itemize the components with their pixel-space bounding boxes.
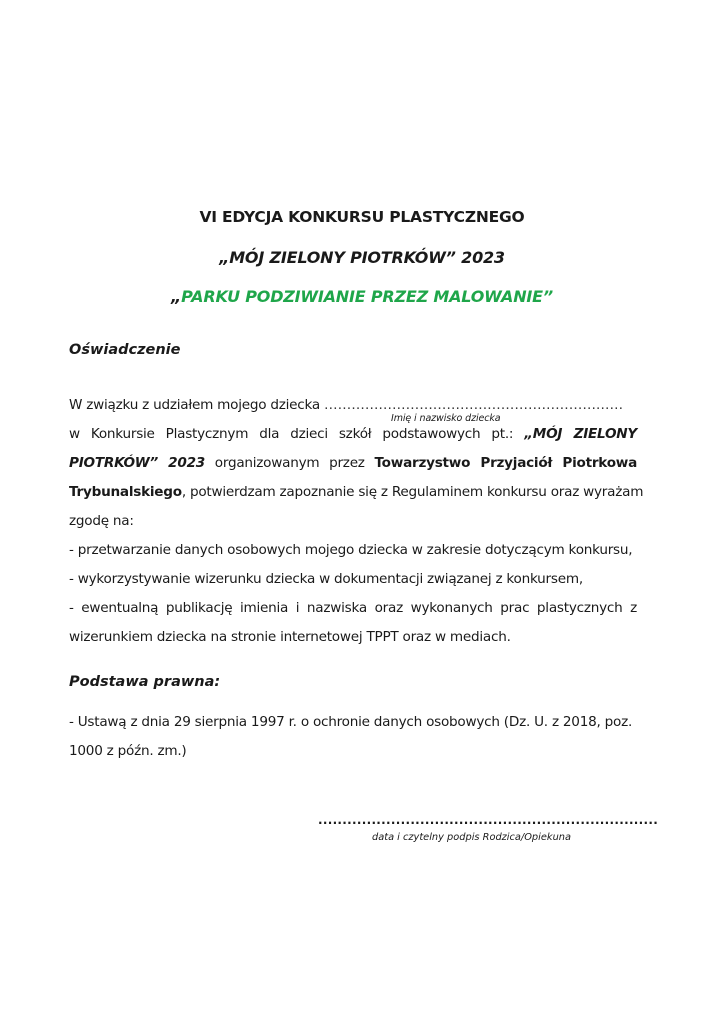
contest-name-inline-cont: PIOTRKÓW” 2023 — [69, 455, 206, 471]
edition-title: VI EDYCJA KONKURSU PLASTYCZNEGO — [199, 208, 525, 226]
declaration-line-2-text: w Konkursie Plastycznym dla dzieci szkół podstawowych pt.: — [69, 426, 514, 442]
signature-field[interactable]: ...................................................................... — [318, 813, 659, 827]
declaration-line-1 — [69, 397, 623, 413]
declaration-line-1-text: W związku z udziałem mojego dziecka — [69, 397, 320, 413]
legal-basis-line-1: - Ustawą z dnia 29 sierpnia 1997 r. o ochronie danych osobowych (Dz. U. z 2018, poz. — [69, 714, 633, 730]
legal-basis-line-2: 1000 z późn. zm.) — [69, 743, 187, 759]
declaration-line-3-text: organizowanym przez — [214, 455, 365, 471]
theme-text: PARKU PODZIWIANIE PRZEZ MALOWANIE” — [181, 287, 553, 306]
declaration-line-4 — [69, 484, 643, 500]
declaration-line-3 — [69, 455, 637, 471]
consent-item: - przetwarzanie danych osobowych mojego dziecka w zakresie dotyczącym konkursu, — [69, 542, 633, 558]
contest-name-inline: „MÓJ ZIELONY — [524, 426, 637, 442]
child-name-hint: Imię i nazwisko dziecka — [391, 413, 501, 424]
consent-item-cont: wizerunkiem dziecka na stronie internetowej TPPT oraz w mediach. — [69, 629, 511, 645]
consent-item: - ewentualną publikację imienia i nazwiska oraz wykonanych prac plastycznych z — [69, 600, 637, 616]
declaration-heading: Oświadczenie — [69, 342, 181, 358]
theme-title — [0, 287, 724, 306]
declaration-line-4-text: , potwierdzam zapoznanie się z Regulaminem konkursu oraz wyrażam — [181, 484, 644, 500]
child-name-field[interactable]: ………………………………………………………… — [324, 397, 624, 413]
contest-title: „MÓJ ZIELONY PIOTRKÓW” 2023 — [219, 248, 505, 267]
consent-item: - wykorzystywanie wizerunku dziecka w dokumentacji związanej z konkursem, — [69, 571, 583, 587]
theme-open-quote: „ — [171, 287, 182, 306]
organizer-name: Towarzystwo Przyjaciół Piotrkowa — [374, 455, 638, 471]
legal-basis-heading: Podstawa prawna: — [69, 674, 221, 690]
declaration-line-2 — [69, 426, 637, 442]
signature-label: data i czytelny podpis Rodzica/Opiekuna — [372, 832, 571, 843]
organizer-name-cont: Trybunalskiego — [69, 484, 182, 500]
declaration-line-5: zgodę na: — [69, 513, 134, 529]
